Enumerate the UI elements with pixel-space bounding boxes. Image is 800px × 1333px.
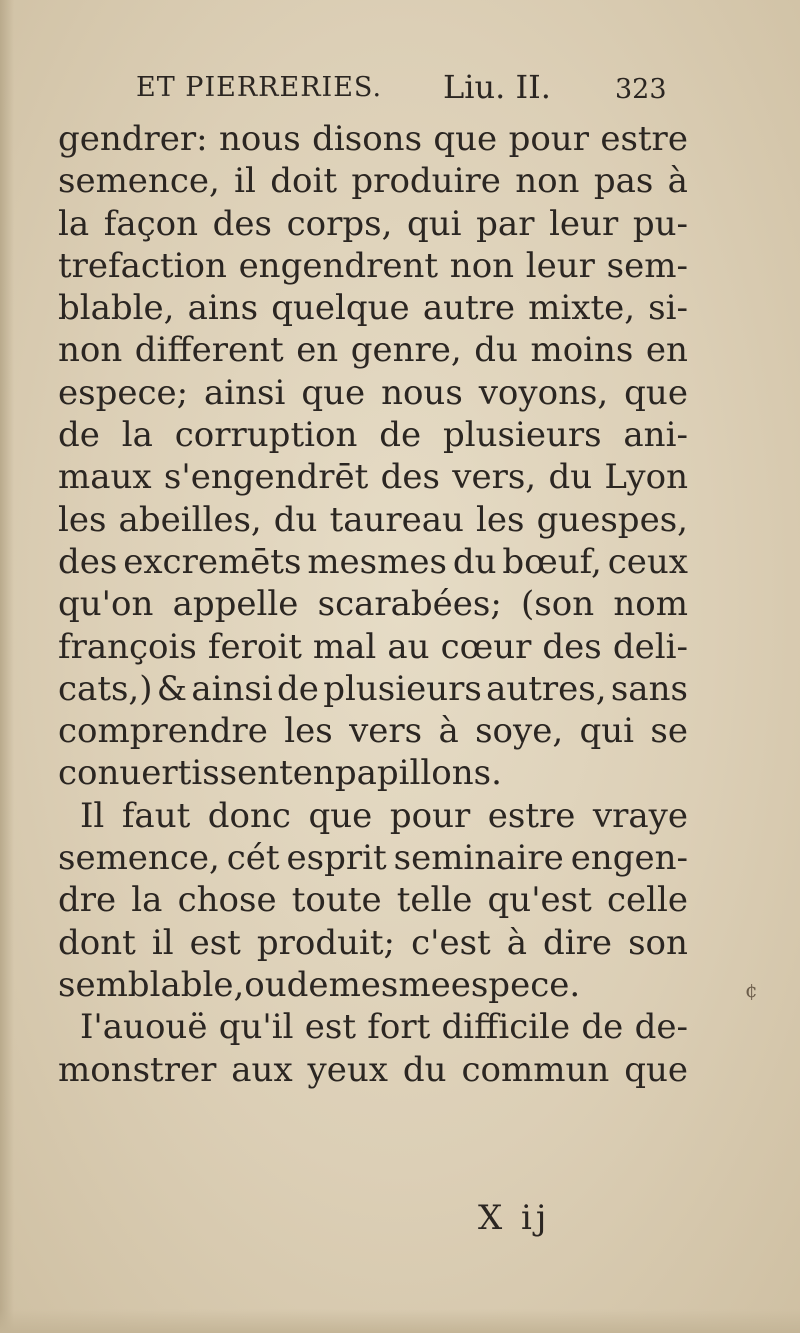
word: les xyxy=(284,711,333,752)
word: soye, xyxy=(475,711,564,752)
word: voyons, xyxy=(478,372,609,413)
word: mesmes xyxy=(307,541,447,582)
word: appelle xyxy=(172,584,299,625)
word: autres, xyxy=(486,668,607,709)
word: du xyxy=(452,541,497,582)
word: estre xyxy=(487,795,576,836)
word: du xyxy=(273,499,318,540)
word: des xyxy=(542,626,602,667)
text-line xyxy=(58,245,688,287)
word: s'engendrēt xyxy=(163,457,369,498)
word: non xyxy=(58,330,123,371)
word: engendrent xyxy=(238,245,439,286)
word: ou xyxy=(244,964,287,1005)
word: feroit xyxy=(207,626,302,667)
word: papillons. xyxy=(334,753,502,794)
word: cœur xyxy=(440,626,532,667)
text-line xyxy=(58,329,688,371)
word: pu- xyxy=(632,203,688,244)
word: monstrer xyxy=(58,1049,217,1090)
word: chose xyxy=(177,880,277,921)
word: espece; xyxy=(58,372,189,413)
word: si- xyxy=(648,288,688,329)
text-line xyxy=(58,964,688,1006)
text-line xyxy=(58,879,688,921)
text-line xyxy=(58,837,688,879)
word: de xyxy=(379,415,422,456)
word: guespes, xyxy=(536,499,688,540)
word: deli- xyxy=(612,626,688,667)
text-line xyxy=(58,752,688,794)
word: au xyxy=(387,626,430,667)
word: engen- xyxy=(570,838,688,879)
word: mixte, xyxy=(528,288,636,329)
word: ains xyxy=(187,288,259,329)
word: à xyxy=(506,922,527,963)
word: des xyxy=(380,457,440,498)
word: maux xyxy=(58,457,152,498)
word: fort xyxy=(367,1007,431,1048)
word: blable, xyxy=(58,288,175,329)
word: leur xyxy=(525,245,595,286)
text-line xyxy=(58,795,688,837)
word: la xyxy=(131,880,163,921)
word: comprendre xyxy=(58,711,268,752)
word: produit; xyxy=(256,922,396,963)
word: du xyxy=(402,1049,447,1090)
word: de- xyxy=(634,1007,688,1048)
word: scarabées; xyxy=(317,584,502,625)
word: conuertissent xyxy=(58,753,293,794)
word: espece. xyxy=(450,964,581,1005)
word: commun xyxy=(461,1049,610,1090)
text-line xyxy=(58,287,688,329)
word: dre xyxy=(58,880,117,921)
text-line xyxy=(58,626,688,668)
word: doit xyxy=(270,161,338,202)
word: vers, xyxy=(452,457,537,498)
word: celle xyxy=(606,880,688,921)
word: la xyxy=(121,415,153,456)
word: quelque xyxy=(271,288,410,329)
word: à xyxy=(667,161,688,202)
word: de xyxy=(286,964,329,1005)
page-number: 323 xyxy=(615,74,667,105)
signature-mark: X ij xyxy=(478,1198,551,1238)
word: les xyxy=(58,499,107,540)
word: bœuf, xyxy=(502,541,602,582)
word: nom xyxy=(613,584,688,625)
word: vers xyxy=(349,711,423,752)
word: de xyxy=(581,1007,624,1048)
word: plusieurs xyxy=(442,415,602,456)
word: il xyxy=(151,922,174,963)
word: ainsi xyxy=(191,668,273,709)
word: pas xyxy=(593,161,654,202)
word: yeux xyxy=(307,1049,388,1090)
word: son xyxy=(628,922,688,963)
word: sem- xyxy=(606,245,688,286)
word: sans xyxy=(610,668,688,709)
word: corps, xyxy=(286,203,393,244)
text-line xyxy=(58,710,688,752)
word: gendrer: xyxy=(58,119,208,159)
word: en xyxy=(645,330,688,371)
word: des xyxy=(212,203,272,244)
word: mal xyxy=(312,626,377,667)
word: Lyon xyxy=(604,457,688,498)
word: qu'est xyxy=(487,880,592,921)
word: moins xyxy=(530,330,634,371)
word: cét xyxy=(226,838,280,879)
word: taureau xyxy=(329,499,464,540)
word: dire xyxy=(543,922,613,963)
word: qu'il xyxy=(218,1007,294,1048)
word: de xyxy=(277,668,319,709)
word: du xyxy=(548,457,593,498)
text-line xyxy=(58,1006,688,1048)
word: non xyxy=(449,245,515,286)
word: il xyxy=(234,161,256,202)
word: qui xyxy=(407,203,462,244)
text-line xyxy=(58,583,688,625)
word: ainsi xyxy=(204,372,286,413)
book-number: Liu. II. xyxy=(443,68,551,106)
word: & xyxy=(156,668,188,709)
word: cats,) xyxy=(58,668,153,709)
word: trefaction xyxy=(58,245,227,286)
word: que xyxy=(624,372,688,413)
word: semence, xyxy=(58,838,220,879)
word: aux xyxy=(231,1049,293,1090)
page-footer xyxy=(478,1198,598,1248)
page-bottom-shadow xyxy=(0,1309,800,1333)
word: estre xyxy=(600,119,688,159)
word: que xyxy=(624,1049,688,1090)
text-line xyxy=(58,668,688,710)
word: semence, xyxy=(58,161,220,202)
word: façon xyxy=(103,203,199,244)
word: nous xyxy=(381,372,463,413)
word: que xyxy=(301,372,366,413)
word: plusieurs xyxy=(323,668,482,709)
word: pour xyxy=(389,795,471,836)
word: (son xyxy=(521,584,595,625)
word: en xyxy=(292,753,335,794)
word: autre xyxy=(422,288,516,329)
text-line xyxy=(58,203,688,245)
word: en xyxy=(296,330,339,371)
word: ceux xyxy=(607,541,688,582)
word: pour xyxy=(508,119,589,159)
page-gutter-shadow xyxy=(0,0,14,1333)
text-line xyxy=(58,922,688,964)
text-line xyxy=(58,118,688,160)
word: de xyxy=(58,415,100,456)
running-title: ET PIERRERIES. xyxy=(136,72,383,103)
text-line xyxy=(58,160,688,202)
word: I'auouë xyxy=(80,1007,208,1048)
word: est xyxy=(189,922,241,963)
text-line xyxy=(58,1049,688,1091)
word: est xyxy=(304,1007,356,1048)
word: disons xyxy=(312,119,423,159)
word: par xyxy=(476,203,535,244)
word: des xyxy=(58,541,118,582)
word: la xyxy=(58,203,90,244)
word: que xyxy=(433,119,498,159)
word: que xyxy=(308,795,373,836)
word: dont xyxy=(58,922,136,963)
body-text xyxy=(58,118,688,1091)
word: leur xyxy=(549,203,619,244)
word: produire xyxy=(351,161,501,202)
text-line xyxy=(58,541,688,583)
word: se xyxy=(650,711,688,752)
word: genre, xyxy=(350,330,462,371)
word: qu'on xyxy=(58,584,154,625)
word: abeilles, xyxy=(118,499,262,540)
margin-mark: ¢ xyxy=(745,978,758,1002)
word: faut xyxy=(121,795,191,836)
word: qui xyxy=(579,711,635,752)
text-line xyxy=(58,372,688,414)
word: ani- xyxy=(623,415,688,456)
word: esprit xyxy=(286,838,387,879)
word: excremēts xyxy=(123,541,302,582)
word: toute xyxy=(291,880,382,921)
text-line xyxy=(58,499,688,541)
word: semblable, xyxy=(58,964,245,1005)
word: Il xyxy=(80,795,105,836)
word: vraye xyxy=(592,795,688,836)
word: mesme xyxy=(328,964,451,1005)
word: à xyxy=(438,711,459,752)
word: different xyxy=(134,330,284,371)
word: seminaire xyxy=(393,838,564,879)
word: corruption xyxy=(174,415,358,456)
word: françois xyxy=(58,626,197,667)
word: les xyxy=(476,499,525,540)
word: difficile xyxy=(441,1007,571,1048)
word: c'est xyxy=(411,922,491,963)
word: telle xyxy=(396,880,473,921)
text-line xyxy=(58,456,688,498)
word: nous xyxy=(219,119,301,159)
word: donc xyxy=(207,795,291,836)
text-line xyxy=(58,414,688,456)
word: du xyxy=(474,330,518,371)
word: non xyxy=(515,161,580,202)
